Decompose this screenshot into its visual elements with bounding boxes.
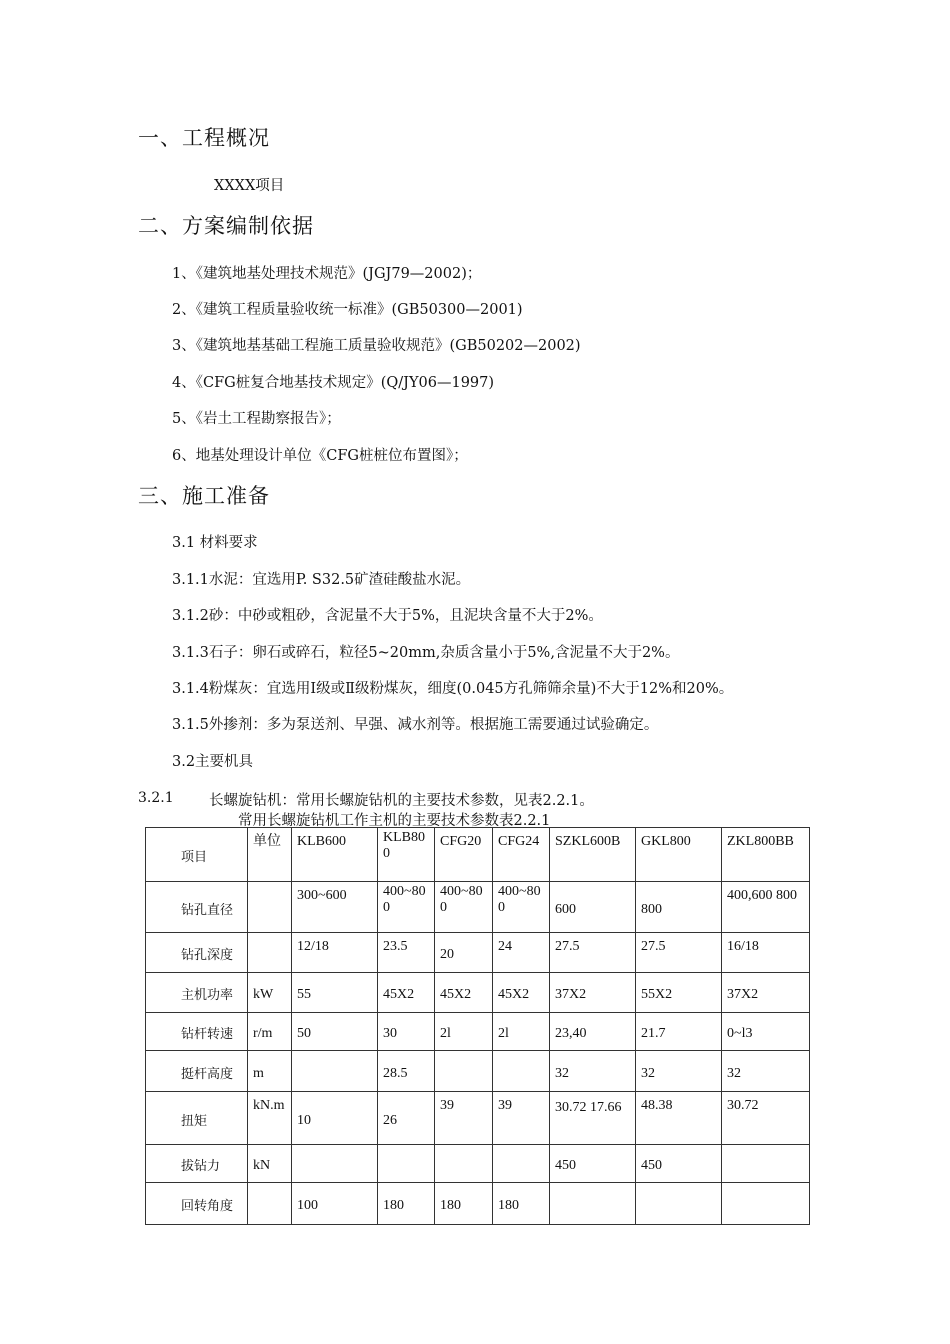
data-cell: 450 xyxy=(636,1145,722,1183)
prep-item: 3.1.3石子：卵石或碎石，粒径5~20mm,杂质含量小于5%,含泥量不大于2%。 xyxy=(172,645,680,661)
data-cell: 0~l3 xyxy=(722,1013,810,1051)
table-row xyxy=(146,882,810,933)
data-cell: 23.5 xyxy=(378,933,435,973)
data-cell: 55 xyxy=(292,973,378,1013)
data-cell: 2l xyxy=(435,1013,493,1051)
basis-item: 3、《建筑地基基础工程施工质量验收规范》(GB50202—2002) xyxy=(172,338,581,354)
data-cell: 400~800 xyxy=(435,882,493,933)
data-cell: 180 xyxy=(435,1183,493,1225)
drill-parameters-table xyxy=(145,827,810,1225)
data-cell: 30 xyxy=(378,1013,435,1051)
row-label: 回转角度 xyxy=(146,1183,248,1225)
data-cell: 39 xyxy=(435,1092,493,1145)
data-cell: 48.38 xyxy=(636,1092,722,1145)
subsection-text: 长螺旋钻机：常用长螺旋钻机的主要技术参数，见表2.2.1。 xyxy=(209,793,594,809)
prep-item: 3.1.1水泥：宜选用P. S32.5矿渣硅酸盐水泥。 xyxy=(172,572,471,588)
data-cell: 45X2 xyxy=(435,973,493,1013)
data-cell: 50 xyxy=(292,1013,378,1051)
prep-item: 3.1.2砂：中砂或粗砂，含泥量不大于5%，且泥块含量不大于2%。 xyxy=(172,608,603,624)
table-row xyxy=(146,1145,810,1183)
data-cell: 21.7 xyxy=(636,1013,722,1051)
basis-item: 6、地基处理设计单位《CFG桩桩位布置图》； xyxy=(172,448,468,464)
data-cell: 180 xyxy=(378,1183,435,1225)
data-cell: 32 xyxy=(550,1051,636,1092)
row-label: 挺杆高度 xyxy=(146,1051,248,1092)
data-cell xyxy=(378,1145,435,1183)
unit-cell xyxy=(248,933,292,973)
row-label: 主机功率 xyxy=(146,973,248,1013)
data-cell: 180 xyxy=(493,1183,550,1225)
unit-cell: m xyxy=(248,1051,292,1092)
data-cell: 400~800 xyxy=(493,882,550,933)
data-cell xyxy=(435,1145,493,1183)
project-name: XXXX项目 xyxy=(214,178,285,194)
data-cell xyxy=(722,1145,810,1183)
data-cell: 27.5 xyxy=(636,933,722,973)
data-cell xyxy=(550,1183,636,1225)
unit-cell xyxy=(248,882,292,933)
data-cell: 37X2 xyxy=(550,973,636,1013)
row-label: 钻孔直径 xyxy=(146,882,248,933)
basis-item: 5、《岩土工程勘察报告》； xyxy=(172,411,341,427)
data-cell xyxy=(435,1051,493,1092)
data-cell: 30.72 xyxy=(722,1092,810,1145)
header-cell: 单位 xyxy=(248,828,292,882)
unit-cell xyxy=(248,1183,292,1225)
unit-cell: kN xyxy=(248,1145,292,1183)
header-cell: KLB600 xyxy=(292,828,378,882)
basis-item: 2、《建筑工程质量验收统一标准》(GB50300—2001) xyxy=(172,302,523,318)
header-cell: 项目 xyxy=(146,828,248,882)
prep-item: 3.1.5外掺剂：多为泵送剂、早强、减水剂等。根据施工需要通过试验确定。 xyxy=(172,717,659,733)
data-cell: 30.72 17.66 xyxy=(550,1092,636,1145)
data-cell: 37X2 xyxy=(722,973,810,1013)
unit-cell: r/m xyxy=(248,1013,292,1051)
data-cell: 28.5 xyxy=(378,1051,435,1092)
section-heading-2: 二、方案编制依据 xyxy=(138,214,314,238)
header-cell: CFG24 xyxy=(493,828,550,882)
data-cell: 32 xyxy=(722,1051,810,1092)
data-cell: 32 xyxy=(636,1051,722,1092)
basis-item: 4、《CFG桩复合地基技术规定》(Q/JY06—1997) xyxy=(172,375,495,391)
data-cell: 55X2 xyxy=(636,973,722,1013)
data-cell: 45X2 xyxy=(493,973,550,1013)
data-cell: 39 xyxy=(493,1092,550,1145)
data-cell xyxy=(493,1145,550,1183)
unit-cell: kW xyxy=(248,973,292,1013)
header-cell: ZKL800BB xyxy=(722,828,810,882)
row-label: 扭矩 xyxy=(146,1092,248,1145)
section-heading-1: 一、工程概况 xyxy=(138,126,270,150)
data-cell: 2l xyxy=(493,1013,550,1051)
data-cell: 400,600 800 xyxy=(722,882,810,933)
data-cell xyxy=(636,1183,722,1225)
data-cell: 26 xyxy=(378,1092,435,1145)
prep-item: 3.2主要机具 xyxy=(172,754,254,770)
table-caption: 常用长螺旋钻机工作主机的主要技术参数表2.2.1 xyxy=(238,813,551,829)
row-label: 拔钻力 xyxy=(146,1145,248,1183)
data-cell: 24 xyxy=(493,933,550,973)
row-label: 钻杆转速 xyxy=(146,1013,248,1051)
row-label: 钻孔深度 xyxy=(146,933,248,973)
data-cell xyxy=(722,1183,810,1225)
table-header-row xyxy=(146,828,810,882)
table-row xyxy=(146,1092,810,1145)
data-cell: 800 xyxy=(636,882,722,933)
subsection-number: 3.2.1 xyxy=(138,790,174,806)
data-cell: 10 xyxy=(292,1092,378,1145)
data-cell xyxy=(292,1145,378,1183)
header-cell: CFG20 xyxy=(435,828,493,882)
table-row xyxy=(146,1013,810,1051)
data-cell xyxy=(493,1051,550,1092)
prep-item: 3.1.4粉煤灰：宜选用Ⅰ级或Ⅱ级粉煤灰，细度(0.045方孔筛筛余量)不大于12%和20%。 xyxy=(172,681,734,697)
data-cell: 100 xyxy=(292,1183,378,1225)
data-cell: 16/18 xyxy=(722,933,810,973)
data-cell: 20 xyxy=(435,933,493,973)
data-cell xyxy=(292,1051,378,1092)
data-cell: 400~800 xyxy=(378,882,435,933)
data-cell: 12/18 xyxy=(292,933,378,973)
data-cell: 450 xyxy=(550,1145,636,1183)
data-cell: 300~600 xyxy=(292,882,378,933)
data-cell: 45X2 xyxy=(378,973,435,1013)
prep-item: 3.1 材料要求 xyxy=(172,535,258,551)
section-heading-3: 三、施工准备 xyxy=(138,484,270,508)
data-cell: 23,40 xyxy=(550,1013,636,1051)
header-cell: SZKL600B xyxy=(550,828,636,882)
data-cell: 600 xyxy=(550,882,636,933)
table-row xyxy=(146,1051,810,1092)
table-row xyxy=(146,933,810,973)
table-row xyxy=(146,1183,810,1225)
basis-item: 1、《建筑地基处理技术规范》(JGJ79—2002)； xyxy=(172,266,482,282)
header-cell: GKL800 xyxy=(636,828,722,882)
table-row xyxy=(146,973,810,1013)
data-cell: 27.5 xyxy=(550,933,636,973)
header-cell: KLB800 xyxy=(378,828,435,882)
unit-cell: kN.m xyxy=(248,1092,292,1145)
